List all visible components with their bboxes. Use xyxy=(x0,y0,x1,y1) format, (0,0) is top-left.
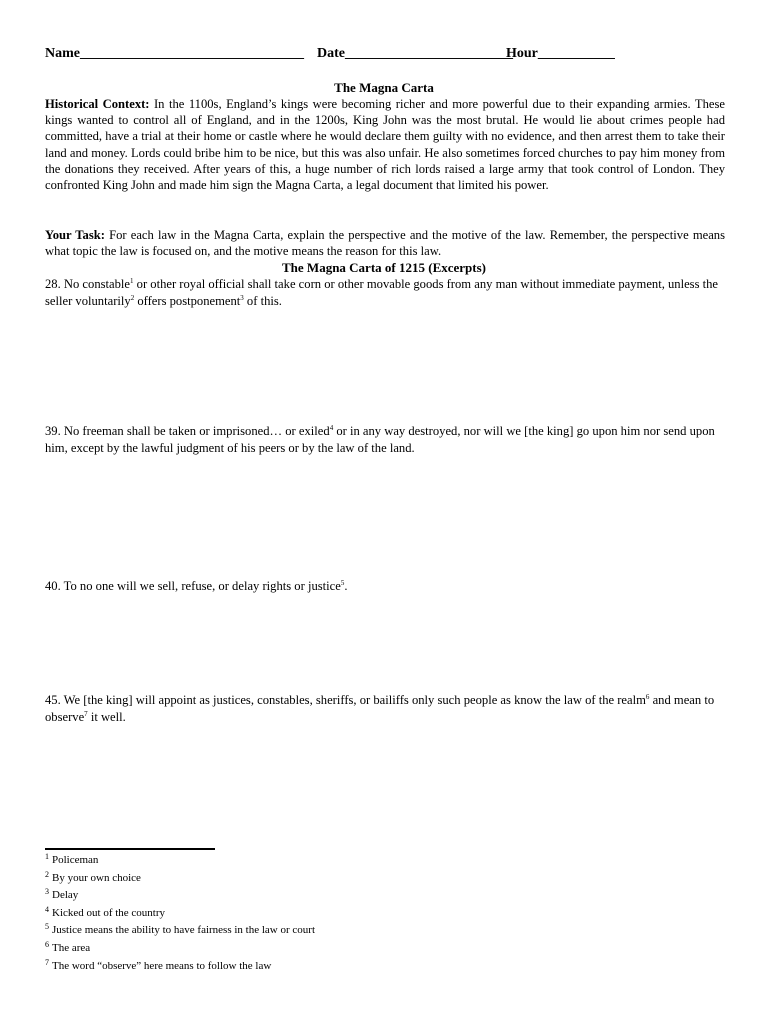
law-28-text: offers postponement xyxy=(134,294,241,308)
footnote-4 xyxy=(45,905,545,923)
footnote-number: 4 xyxy=(45,904,49,914)
footnote-number: 1 xyxy=(45,852,49,861)
hour-field[interactable]: Hour___________ xyxy=(506,46,615,61)
footnote-ref: 7 xyxy=(84,710,88,718)
page-title: The Magna Carta xyxy=(334,80,434,95)
law-28-text: or other royal official shall take corn or other movable goods from any man without immediate payment, unless the seller voluntarily xyxy=(45,277,719,308)
footnote-text: By your own choice xyxy=(52,871,141,884)
footnote-number: 2 xyxy=(45,869,49,879)
footnote-ref: 6 xyxy=(645,693,650,701)
law-45 xyxy=(45,692,725,726)
footnote-ref: 5 xyxy=(340,579,345,587)
footnotes xyxy=(45,852,545,975)
name-field[interactable]: Name________________________________ xyxy=(45,46,304,61)
footnote-text: The area xyxy=(52,941,91,954)
law-28 xyxy=(45,276,725,310)
footnote-text: Kicked out of the country xyxy=(52,906,166,919)
footnote-ref: 2 xyxy=(130,294,135,302)
footnote-3 xyxy=(45,887,545,905)
task-label: Your Task: xyxy=(45,228,105,242)
footnote-ref: 4 xyxy=(329,424,334,432)
footnote-ref: 1 xyxy=(130,277,134,285)
excerpts-title: The Magna Carta of 1215 (Excerpts) xyxy=(282,260,486,275)
law-28-text: of this. xyxy=(243,294,282,308)
footnote-text: Justice means the ability to have fairness in the law or court xyxy=(52,924,316,937)
footnote-7 xyxy=(45,958,545,976)
law-40 xyxy=(45,578,725,595)
footnote-number: 5 xyxy=(45,922,49,932)
footnote-text: Delay xyxy=(52,889,79,902)
context-text: In the 1100s, England’s kings were becoming richer and more powerful due to their expanding armies. These kings wanted to control all of England, and in the 1200s, King John was the most brutal. He would lie about crimes people had committed, have a trial at their home or castle where he would declare them guilty with no evidence, and then arrest them to take their land and money. Lords could bribe him to be nice, but this was also unfair. He also sometimes forced churches to pay him money from the donations they received. After years of this, a huge number of rich lords raised a large army that took control of London. They confronted King John and made him sign the Magna Carta, a legal document that limited his power. xyxy=(45,97,725,193)
law-39-text: or in any way destroyed, nor will we [the king] go upon him nor send upon him, except by the lawful judgment of his peers or by the law of the land. xyxy=(45,424,715,455)
footnote-1 xyxy=(45,852,545,870)
law-39 xyxy=(45,423,725,457)
footnote-number: 7 xyxy=(45,957,49,967)
footnote-text: Policeman xyxy=(52,854,99,866)
footnote-2 xyxy=(45,870,545,888)
task-text: For each law in the Magna Carta, explain the perspective and the motive of the law. Remember, the perspective means what topic the law is focused on, and the motive means the reason for this law. xyxy=(45,228,725,259)
task-instructions xyxy=(45,227,725,259)
footnote-number: 3 xyxy=(45,887,49,897)
law-28-text: 28. No constable xyxy=(45,277,130,291)
footnote-5 xyxy=(45,922,545,940)
law-40-text: 40. To no one will we sell, refuse, or delay rights or justice xyxy=(45,579,341,593)
law-45-text: it well. xyxy=(87,710,126,724)
law-45-text: and mean to observe xyxy=(45,693,715,724)
law-40-text: . xyxy=(344,579,348,593)
footnote-ref: 3 xyxy=(240,294,244,302)
footnote-divider xyxy=(45,848,215,850)
footnote-number: 6 xyxy=(45,939,49,949)
historical-context xyxy=(45,96,725,193)
law-45-text: 45. We [the king] will appoint as justices, constables, sheriffs, or bailiffs only such people as know the law of the realm xyxy=(45,693,646,707)
footnote-6 xyxy=(45,940,545,958)
date-field[interactable]: Date________________________ xyxy=(317,46,513,61)
law-39-text: 39. No freeman shall be taken or imprisoned… or exiled xyxy=(45,424,330,438)
context-label: Historical Context: xyxy=(45,97,150,111)
footnote-text: The word “observe” here means to follow the law xyxy=(52,959,272,972)
